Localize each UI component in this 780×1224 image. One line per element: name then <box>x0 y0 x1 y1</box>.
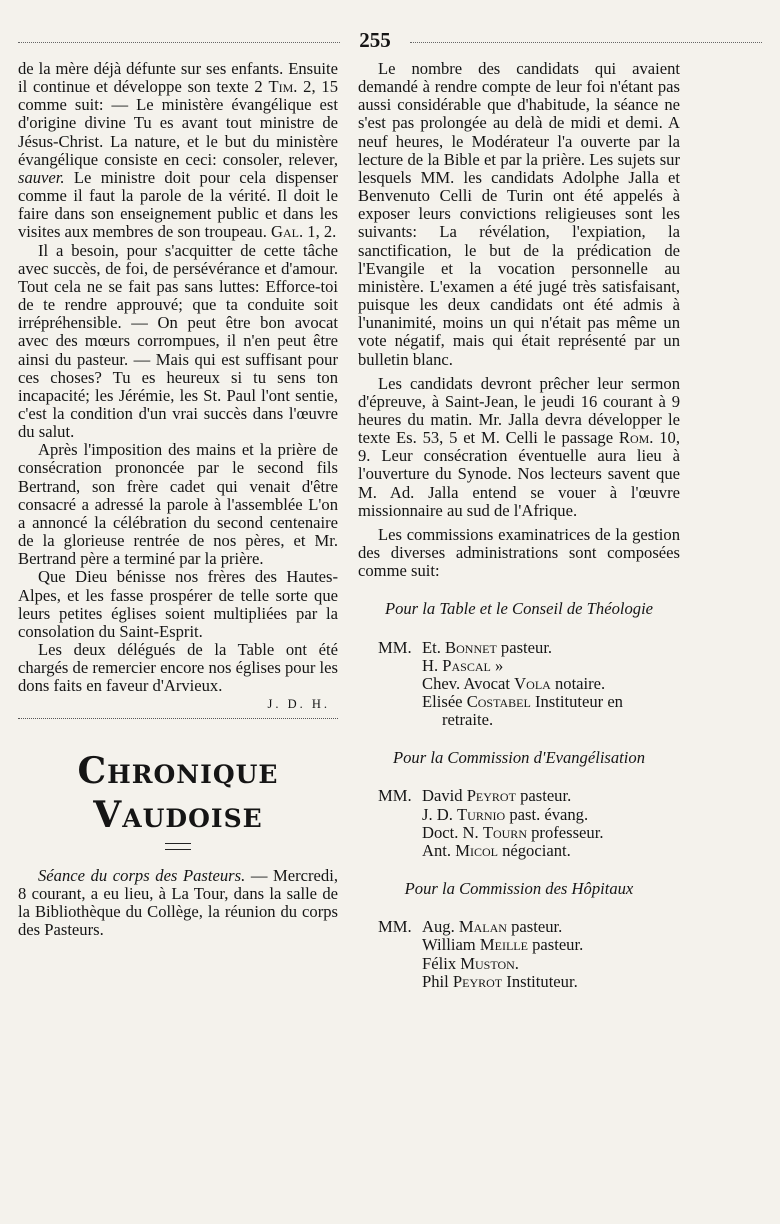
left-column <box>18 60 338 939</box>
member-role: Instituteur. <box>502 971 578 991</box>
paragraph: Après l'imposition des mains et la prière de consécration prononcée par le second fils Bertrand, son frère cadet qui venait d'être consacré a adressé la parole à l'assemblée L'on a annoncé la célébration du second centenaire de la glorieuse rentrée de nos pères, et Mr. Bertrand père a terminé par la prière. <box>18 440 338 569</box>
member-prefix: MM. <box>378 637 412 657</box>
member-first-name: Aug. <box>422 917 459 937</box>
member-entry <box>378 842 680 860</box>
member-surname: Peyrot <box>466 786 516 806</box>
page-header <box>18 26 762 56</box>
member-surname: Tourn <box>482 822 527 842</box>
member-prefix <box>378 973 422 991</box>
member-entry <box>378 824 680 842</box>
member-role: » <box>490 655 504 675</box>
header-rule-right <box>410 42 762 43</box>
member-first-name: David <box>422 786 467 806</box>
member-surname: Muston. <box>460 953 519 973</box>
member-entry <box>378 657 680 675</box>
signature-line <box>18 695 338 718</box>
member-role: notaire. <box>550 673 606 693</box>
member-first-name: J. D. <box>422 804 458 824</box>
member-entry <box>378 918 680 936</box>
member-entry <box>378 787 680 805</box>
member-surname: Pascal <box>442 655 491 675</box>
member-role: professeur. <box>526 822 604 842</box>
member-surname: Peyrot <box>452 971 503 991</box>
member-prefix: MM. <box>378 786 412 806</box>
member-prefix <box>378 824 422 842</box>
member-list <box>378 918 680 991</box>
member-first-name: Et. <box>422 637 446 657</box>
paragraph: Les candidats devront prêcher leur sermon d'épreuve, à Saint-Jean, le jeudi 16 courant à 9 heures du matin. Mr. Jalla devra développer le texte Es. 53, 5 et M. Celli le passage Rom. 10, 9. Leur consécration éventuelle aura lieu à l'ouverture du Synode. Nos lecteurs savent que M. Ad. Jalla entend se vouer à l'œuvre missionnaire au sud de l'Afrique. <box>358 373 680 520</box>
member-role-continuation: retraite. <box>442 710 494 730</box>
member-prefix <box>378 657 422 675</box>
member-prefix <box>378 955 422 973</box>
paragraph: Les deux délégués de la Table ont été chargés de remercier encore nos églises pour les dons faits en faveur d'Arvieux. <box>18 640 338 696</box>
right-column <box>358 60 680 991</box>
member-first-name: William <box>422 935 480 955</box>
paragraph: Que Dieu bénisse nos frères des Hautes-Alpes, et les fasse prospérer de telle sorte que leurs petites églises soient multipliées par la consolation du Saint-Esprit. <box>18 567 338 641</box>
member-first-name: Chev. Avocat <box>422 673 515 693</box>
member-surname: Costabel <box>466 692 531 711</box>
member-prefix <box>378 936 422 954</box>
member-entry <box>378 806 680 824</box>
member-surname: Meille <box>479 935 528 955</box>
member-role: négociant. <box>497 840 571 860</box>
member-entry <box>378 639 680 657</box>
member-list <box>378 639 680 730</box>
ornament <box>165 841 191 853</box>
member-surname: Bonnet <box>445 637 497 657</box>
section-heading: Pour la Table et le Conseil de Théologie <box>384 599 654 619</box>
member-surname: Malan <box>458 917 507 937</box>
paragraph: de la mère déjà défunte sur ses enfants. Ensuite il continue et développe son texte 2 Tim. 2, 15 comme suit: — Le ministère évangélique est d'origine divine Tu es avant tout ministre de Jésus-Christ. La nature, et le but du ministère évangélique consiste en ceci: consoler, relever, sauver. Le ministre doit pour cela dispenser comme il faut la parole de la vérité. Il doit le faire dans son enseignement public et dans les visites aux membres de son troupeau. Gal. 1, 2. <box>18 59 338 242</box>
member-entry <box>378 675 680 693</box>
member-role: past. évang. <box>505 804 589 824</box>
member-role: pasteur. <box>515 786 572 806</box>
member-prefix <box>378 806 422 824</box>
page-number: 255 <box>359 28 391 52</box>
paragraph: Il a besoin, pour s'acquitter de cette tâche avec succès, de foi, de persévérance et d'amour. Tout cela ne se fait pas sans luttes: Efforce-toi de te rendre approuvé; que ta conduite soit irrépréhensible. — On peut être bon avocat avec des mœurs corrompues, il n'en peut être ainsi du pasteur. — Mais qui est suffisant pour ces choses? Tu es heureux si tu sens ton incapacité; les Jérémie, les St. Paul l'ont sentie, c'est la condition d'un vrai succès dans l'œuvre du salut. <box>18 240 338 442</box>
member-surname: Micol <box>455 840 498 860</box>
seance-paragraph: Séance du corps des Pasteurs. — Mercredi, 8 courant, a eu lieu, à La Tour, dans la salle de la Bibliothèque du Collège, la réunion du corps des Pasteurs. <box>18 865 338 940</box>
member-entry <box>378 955 680 973</box>
member-surname: Turnio <box>457 804 506 824</box>
header-rule-left <box>18 42 340 43</box>
section-heading: Pour la Commission d'Evangélisation <box>393 748 645 768</box>
member-role: pasteur. <box>506 917 563 937</box>
member-first-name: Ant. <box>422 840 456 860</box>
chronique-header <box>18 749 338 853</box>
paragraph: Les commissions examinatrices de la gestion des diverses administrations sont composées comme suit: <box>358 524 680 581</box>
member-prefix: MM. <box>378 917 412 937</box>
signature: J. D. H. <box>267 697 330 712</box>
paragraph: Le nombre des candidats qui avaient demandé à rendre compte de leur foi n'étant pas aussi considérable que d'habitude, la séance ne s'est pas prolongée au delà de midi et demi. A neuf heures, le Modérateur l'a ouverte par la lecture de la Bible et par la prière. Les sujets sur lesquels MM. les candidats Adolphe Jalla et Benvenuto Celli de Turin ont été appelés à exposer leurs convictions religieuses sont les suivants: La révélation, l'expiation, la sanctification, le but de la prédication de l'Evangile et la vocation personnelle au ministère. L'examen a été jugé très satisfaisant, puisque les deux candidats ont été admis à l'unanimité, moins un qui n'était pas même un vote négatif, mais qui était représenté par un bulletin blanc. <box>358 59 680 369</box>
member-list <box>378 787 680 860</box>
member-role: pasteur. <box>496 637 553 657</box>
member-surname: Vola <box>514 673 551 693</box>
member-prefix <box>378 842 422 860</box>
member-role: pasteur. <box>527 935 584 955</box>
member-first-name: Doct. N. <box>422 822 483 842</box>
chronique-title: Chronique Vaudoise <box>77 749 279 836</box>
member-prefix <box>378 693 422 711</box>
member-entry <box>378 693 680 711</box>
section-heading: Pour la Commission des Hôpitaux <box>404 879 634 899</box>
member-prefix <box>378 675 422 693</box>
member-entry <box>378 973 680 991</box>
member-first-name: Félix <box>422 953 461 973</box>
member-role: Instituteur en <box>530 692 623 711</box>
member-first-name: Phil <box>422 971 453 991</box>
member-first-name: H. <box>422 655 443 675</box>
member-entry <box>378 936 680 954</box>
member-first-name: Elisée <box>422 692 467 711</box>
